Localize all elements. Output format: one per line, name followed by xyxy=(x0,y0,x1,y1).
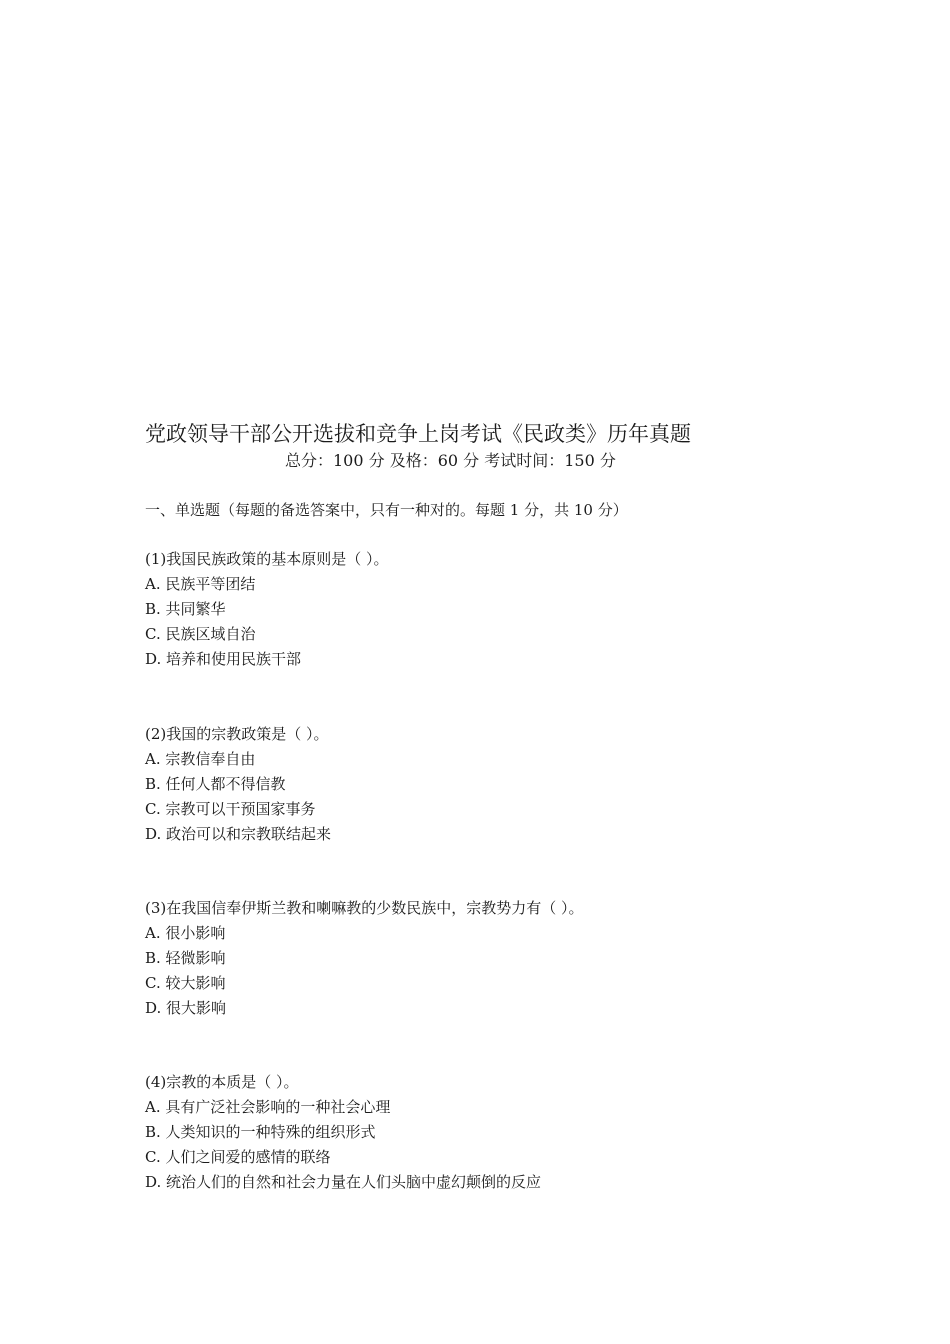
question-stem: (2)我国的宗教政策是（ ）。 xyxy=(145,725,329,743)
exam-info: 总分：100 分 及格：60 分 考试时间：150 分 xyxy=(285,451,616,470)
option-a: A. 具有广泛社会影响的一种社会心理 xyxy=(145,1098,391,1116)
option-d: D. 培养和使用民族干部 xyxy=(145,650,302,668)
question-stem: (1)我国民族政策的基本原则是（ ）。 xyxy=(145,550,389,568)
section-heading: 一、单选题（每题的备选答案中，只有一种对的。每题 1 分，共 10 分） xyxy=(145,501,628,519)
option-c: C. 宗教可以干预国家事务 xyxy=(145,800,316,818)
option-a: A. 宗教信奉自由 xyxy=(145,750,256,768)
option-b: B. 共同繁华 xyxy=(145,600,226,618)
option-d: D. 政治可以和宗教联结起来 xyxy=(145,825,332,843)
question-4 xyxy=(145,1070,541,1195)
question-stem: (3)在我国信奉伊斯兰教和喇嘛教的少数民族中，宗教势力有（ ）。 xyxy=(145,899,584,917)
option-d: D. 很大影响 xyxy=(145,999,227,1017)
option-b: B. 轻微影响 xyxy=(145,949,226,967)
option-c: C. 人们之间爱的感情的联络 xyxy=(145,1148,331,1166)
question-3 xyxy=(145,896,584,1021)
question-2 xyxy=(145,722,331,847)
question-stem: (4)宗教的本质是（ ）。 xyxy=(145,1073,299,1091)
option-b: B. 人类知识的一种特殊的组织形式 xyxy=(145,1123,376,1141)
option-c: C. 民族区域自治 xyxy=(145,625,256,643)
option-d: D. 统治人们的自然和社会力量在人们头脑中虚幻颠倒的反应 xyxy=(145,1173,542,1191)
option-a: A. 很小影响 xyxy=(145,924,226,942)
option-b: B. 任何人都不得信教 xyxy=(145,775,286,793)
document-title: 党政领导干部公开选拔和竞争上岗考试《民政类》历年真题 xyxy=(145,422,691,446)
question-1 xyxy=(145,547,389,672)
option-c: C. 较大影响 xyxy=(145,974,226,992)
option-a: A. 民族平等团结 xyxy=(145,575,256,593)
